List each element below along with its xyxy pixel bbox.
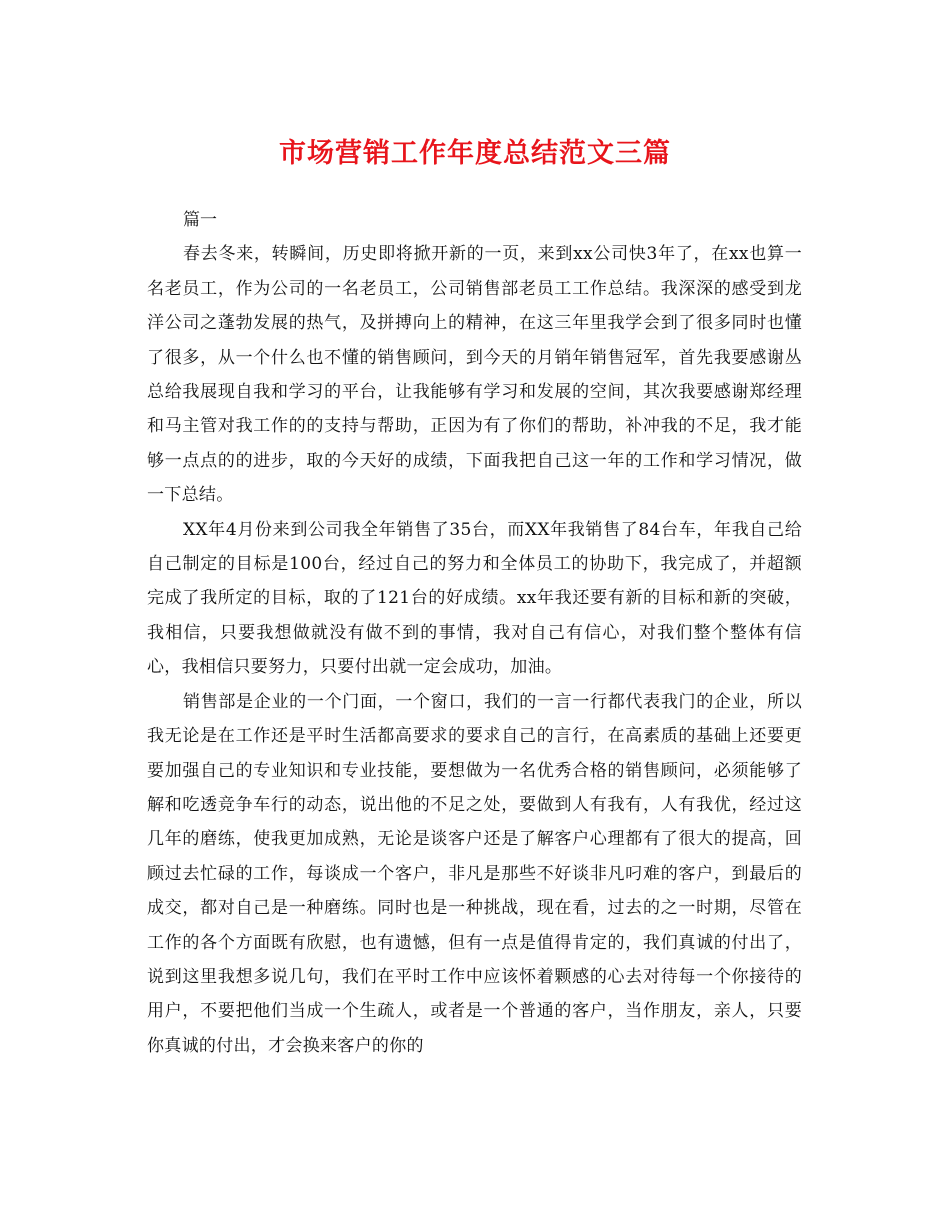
document-title: 市场营销工作年度总结范文三篇 bbox=[279, 138, 671, 169]
section-label: 篇一 bbox=[183, 210, 217, 230]
paragraph-2: XX年4月份来到公司我全年销售了35台，而XX年我销售了84台车，年我自己给自己制定的目标是100台，经过自己的努力和全体员工的协助下，我完成了，并超额完成了我所定的目标，取的了121台的好成绩。xx年我还要有新的目标和新的突破，我相信，只要我想做就没有做不到的事情，我对自己有信心，对我们整个整体有信心，我相信只要努力，只要付出就一定会成功，加油。 bbox=[147, 519, 802, 678]
document-body bbox=[147, 203, 802, 1063]
paragraph-3: 销售部是企业的一个门面，一个窗口，我们的一言一行都代表我门的企业，所以我无论是在工作还是平时生活都高要求的要求自己的言行，在高素质的基础上还要更要加强自己的专业知识和专业技能，要想做为一名优秀合格的销售顾问，必须能够了解和吃透竞争车行的动态，说出他的不足之处，要做到人有我有，人有我优，经过这几年的磨练，使我更加成熟，无论是谈客户还是了解客户心理都有了很大的提高，回顾过去忙碌的工作，每谈成一个客户，非凡是那些不好谈非凡叼难的客户，到最后的成交，都对自己是一种磨练。同时也是一种挑战，现在看，过去的之一时期，尽管在工作的各个方面既有欣慰，也有遗憾，但有一点是值得肯定的，我们真诚的付出了，说到这里我想多说几句，我们在平时工作中应该怀着颗感的心去对待每一个你接待的用户，不要把他们当成一个生疏人，或者是一个普通的客户，当作朋友，亲人，只要你真诚的付出，才会换来客户的你的 bbox=[147, 691, 802, 1056]
paragraph-1: 春去冬来，转瞬间，历史即将掀开新的一页，来到xx公司快3年了，在xx也算一名老员工，作为公司的一名老员工，公司销售部老员工工作总结。我深深的感受到龙洋公司之蓬勃发展的热气，及拼搏向上的精神，在这三年里我学会到了很多同时也懂了很多，从一个什么也不懂的销售顾问，到今天的月销年销售冠军，首先我要感谢丛总给我展现自我和学习的平台，让我能够有学习和发展的空间，其次我要感谢郑经理和马主管对我工作的的支持与帮助，正因为有了你们的帮助，补冲我的不足，我才能够一点点的的进步，取的今天好的成绩，下面我把自己这一年的工作和学习情况，做一下总结。 bbox=[147, 244, 802, 506]
